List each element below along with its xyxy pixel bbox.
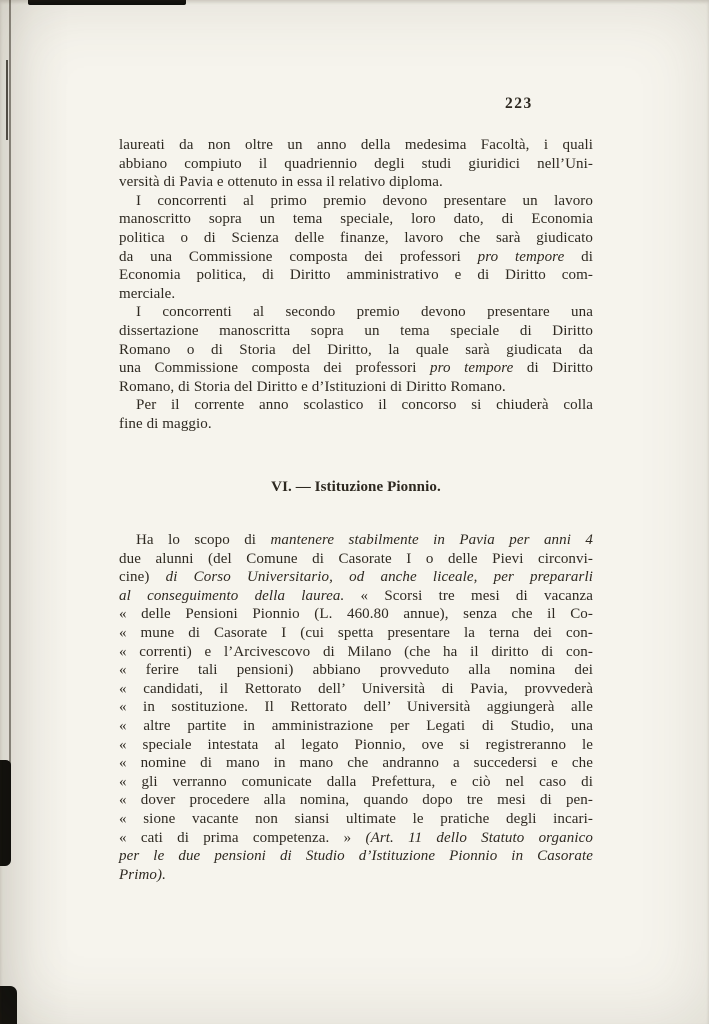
text-line: Economia politica, di Diritto amministrativo e di Diritto com- bbox=[119, 267, 593, 284]
text-line: « speciale intestata al legato Pionnio, ove si registreranno le bbox=[119, 736, 593, 753]
text-line: « mune di Casorate I (cui spetta presentare la terna dei con- bbox=[119, 625, 593, 642]
page-number: 223 bbox=[505, 95, 533, 112]
text-line: I concorrenti al primo premio devono presentare un lavoro bbox=[136, 192, 593, 209]
text-line: « in sostituzione. Il Rettorato dell’ Università aggiungerà alle bbox=[119, 699, 593, 716]
text-line: merciale. bbox=[119, 285, 176, 302]
text-line: « correnti) e l’Arcivescovo di Milano (che ha il diritto di con- bbox=[119, 643, 593, 660]
text-line: « gli verranno comunicate dalla Prefettura, e ciò nel caso di bbox=[119, 773, 593, 790]
text-line: « altre partite in amministrazione per Legati di Studio, una bbox=[119, 718, 593, 735]
text-line: « nomine di mano in mano che andranno a succedersi e che bbox=[119, 755, 593, 772]
text-line: una Commissione composta dei professori pro tempore di Diritto bbox=[119, 360, 593, 377]
scan-artifact-left-line bbox=[9, 0, 11, 792]
text-line: « cati di prima competenza. » (Art. 11 dello Statuto organico bbox=[119, 829, 593, 846]
text-line: versità di Pavia e ottenuto in essa il relativo diploma. bbox=[119, 174, 443, 191]
text-line: « sione vacante non siansi ultimate le pratiche degli incari- bbox=[119, 811, 593, 827]
text-line: « delle Pensioni Pionnio (L. 460.80 annue), senza che il Co- bbox=[119, 606, 593, 623]
scan-artifact-bottom-left bbox=[0, 986, 17, 1024]
text-line: dissertazione manoscritta sopra un tema speciale di Diritto bbox=[119, 322, 593, 339]
text-line: « dover procedere alla nomina, quando dopo tre mesi di pen- bbox=[119, 792, 593, 809]
text-line: I concorrenti al secondo premio devono presentare una bbox=[136, 304, 593, 321]
text-line: Romano, di Storia del Diritto e d’Istituzioni di Diritto Romano. bbox=[119, 378, 506, 395]
text-line: manoscritto sopra un tema speciale, loro dato, di Economia bbox=[119, 211, 593, 228]
text-line: laureati da non oltre un anno della medesima Facoltà, i quali bbox=[119, 137, 593, 153]
paragraph bbox=[119, 303, 593, 396]
text-line: abbiano compiuto il quadriennio degli studi giuridici nell’Uni- bbox=[119, 155, 593, 172]
text-line: Ha lo scopo di mantenere stabilmente in Pavia per anni 4 bbox=[136, 532, 594, 549]
paragraph bbox=[119, 531, 593, 884]
scan-artifact-left-streak bbox=[6, 60, 8, 140]
section-heading bbox=[119, 478, 593, 497]
text-line: politica o di Scienza delle finanze, lavoro che sarà giudicato bbox=[119, 229, 593, 246]
paragraph bbox=[119, 396, 593, 433]
text-line: Romano o di Storia del Diritto, la quale sarà giudicata da bbox=[119, 341, 593, 358]
paragraph bbox=[119, 136, 593, 192]
text-line: al conseguimento della laurea. « Scorsi tre mesi di vacanza bbox=[119, 587, 593, 604]
paragraph bbox=[119, 192, 593, 304]
text-line: fine di maggio. bbox=[119, 415, 212, 432]
text-line: « candidati, il Rettorato dell’ Università di Pavia, provvederà bbox=[119, 680, 593, 697]
text-block bbox=[119, 136, 593, 884]
text-line: cine) di Corso Universitario, od anche liceale, per prepararli bbox=[119, 569, 594, 586]
text-line: da una Commissione composta dei professori pro tempore di bbox=[119, 248, 593, 265]
text-line: VI. — Istituzione Pionnio. bbox=[271, 478, 441, 495]
scan-artifact-left-blob bbox=[0, 760, 11, 866]
text-line: « ferire tali pensioni) abbiano provveduto alla nomina dei bbox=[119, 662, 593, 679]
scan-artifact-top-bar bbox=[28, 0, 186, 5]
text-line: Primo). bbox=[119, 866, 166, 883]
text-line: Per il corrente anno scolastico il concorso si chiuderà colla bbox=[136, 397, 593, 414]
text-line: per le due pensioni di Studio d’Istituzione Pionnio in Casorate bbox=[119, 848, 593, 865]
text-line: due alunni (del Comune di Casorate I o delle Pievi circonvi- bbox=[119, 550, 593, 567]
